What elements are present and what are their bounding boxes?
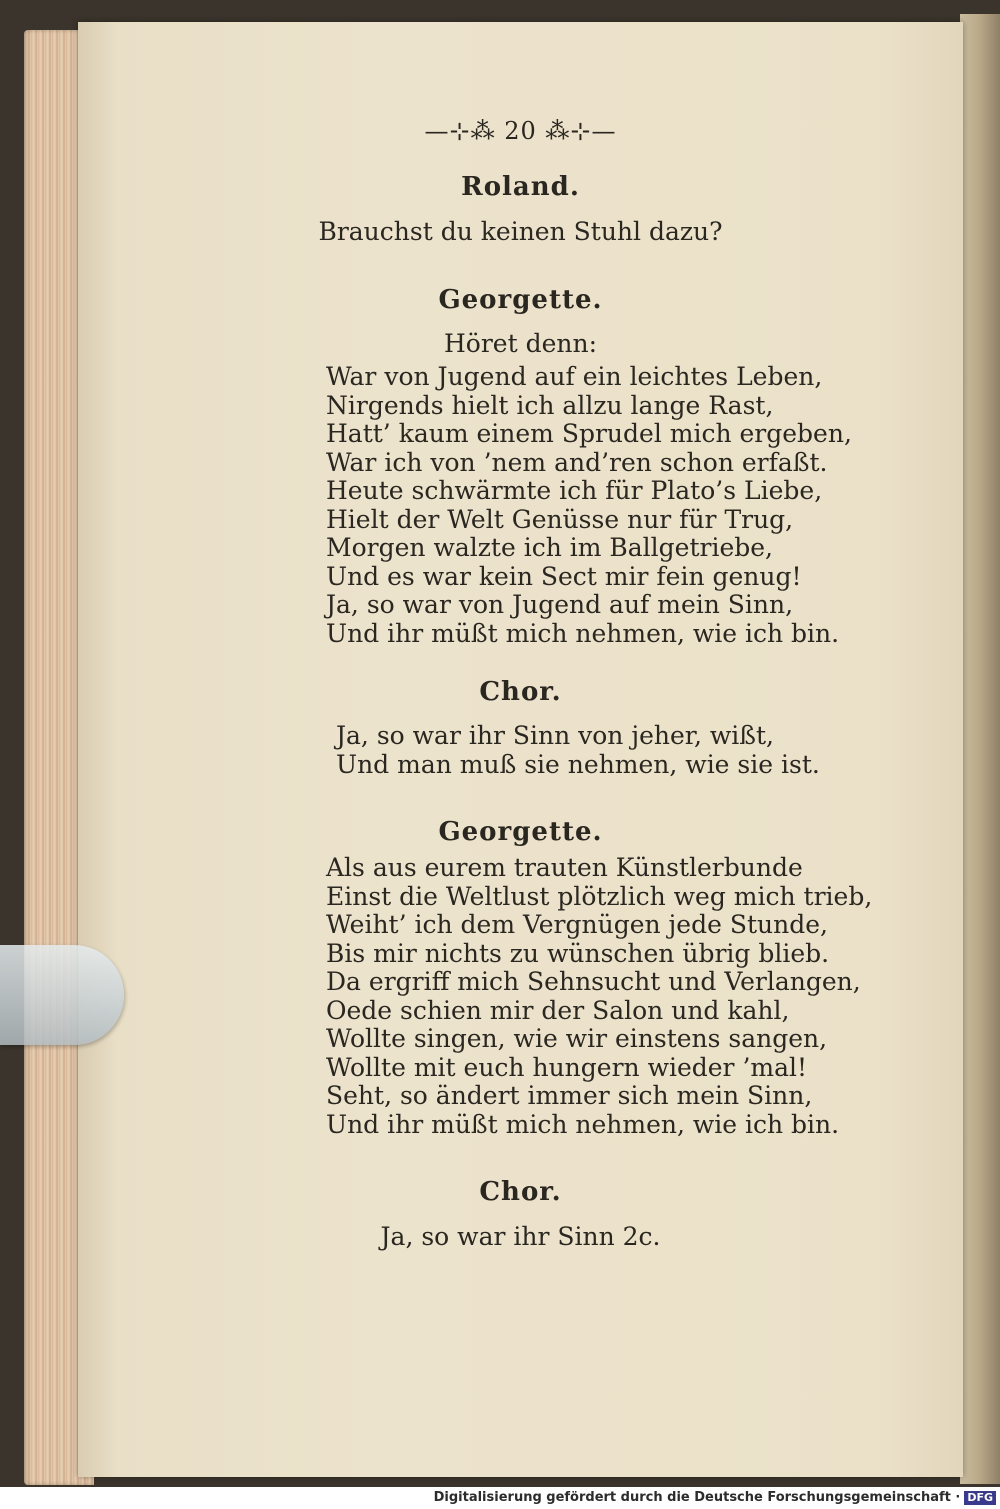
- verse-line: Nirgends hielt ich allzu lange Rast,: [326, 390, 774, 420]
- verse-line: Heute schwärmte ich für Plato’s Liebe,: [326, 476, 823, 505]
- page-number: [78, 117, 963, 145]
- chor-2-line: Ja, so war ihr Sinn 2c.: [380, 1222, 661, 1251]
- verse-line: War von Jugend auf ein leichtes Leben,: [326, 362, 823, 391]
- chor-line: Ja, so war ihr Sinn von jeher, wißt,: [336, 721, 774, 750]
- verse-line: War ich von ’nem and’ren schon erfaßt.: [326, 447, 828, 477]
- speaker-georgette-1: Georgette.: [438, 285, 603, 315]
- verse-1: [326, 363, 886, 648]
- speaker-chor-1: Chor.: [479, 677, 562, 707]
- speaker-chor-2: Chor.: [479, 1177, 562, 1207]
- verse-line: Wollte mit euch hungern wieder ’mal!: [326, 1052, 808, 1082]
- verse-line: Und ihr müßt mich nehmen, wie ich bin.: [326, 618, 840, 648]
- dfg-logo: DFG: [964, 1491, 996, 1505]
- chor-line: Und man muß sie nehmen, wie sie ist.: [336, 749, 820, 779]
- verse-line: Seht, so ändert immer sich mein Sinn,: [326, 1081, 813, 1110]
- verse-line: Morgen walzte ich im Ballgetriebe,: [326, 533, 773, 562]
- verse-line: Bis mir nichts zu wünschen übrig blieb.: [326, 938, 830, 968]
- digitization-credit: [0, 1487, 1000, 1509]
- verse-line: Und es war kein Sect mir fein genug!: [326, 561, 802, 591]
- verse-line: Weiht’ ich dem Vergnügen jede Stunde,: [326, 910, 828, 939]
- verse-line: Hatt’ kaum einem Sprudel mich ergeben,: [326, 419, 852, 448]
- verse-line: Ja, so war von Jugend auf mein Sinn,: [326, 590, 794, 619]
- verse-line: Einst die Weltlust plötzlich weg mich trieb,: [326, 881, 873, 911]
- georgette-intro: Höret denn:: [443, 329, 597, 358]
- folio-number: 20: [504, 117, 537, 145]
- right-page-edge: [960, 14, 1000, 1484]
- page-content: [78, 22, 963, 1477]
- verse-line: Und ihr müßt mich nehmen, wie ich bin.: [326, 1109, 840, 1139]
- chor-1: [336, 722, 896, 779]
- ornament-left: —⊹⁂: [424, 117, 505, 145]
- verse-line: Hielt der Welt Genüsse nur für Trug,: [326, 504, 794, 534]
- verse-line: Wollte singen, wie wir einstens sangen,: [326, 1024, 828, 1053]
- speaker-roland: Roland.: [461, 172, 580, 202]
- verse-2: [326, 854, 886, 1139]
- ornament-right: ⁂⊹—: [545, 117, 617, 145]
- verse-line: Da ergriff mich Sehnsucht und Verlangen,: [326, 967, 861, 996]
- verse-line: Als aus eurem trauten Künstlerbunde: [326, 853, 803, 882]
- credit-text: Digitalisierung gefördert durch die Deutsche Forschungsgemeinschaft ·: [433, 1490, 961, 1505]
- roland-line: Brauchst du keinen Stuhl dazu?: [318, 217, 723, 246]
- speaker-georgette-2: Georgette.: [438, 817, 603, 847]
- verse-line: Oede schien mir der Salon und kahl,: [326, 995, 790, 1025]
